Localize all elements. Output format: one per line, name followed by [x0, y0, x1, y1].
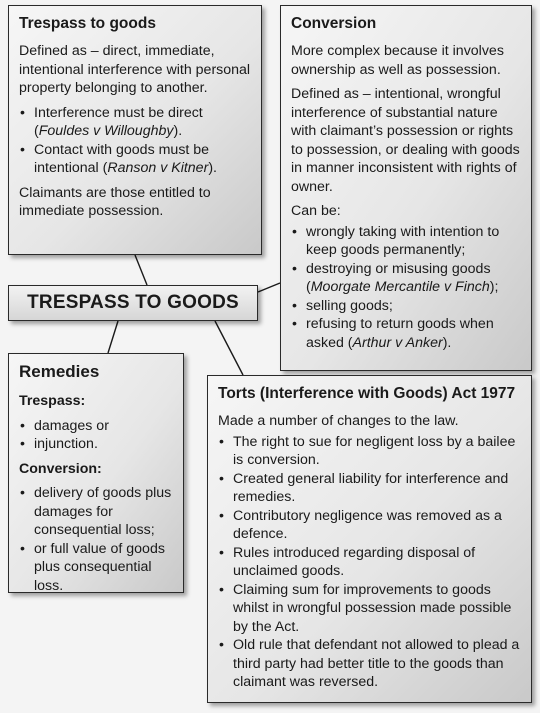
list-item: • or full value of goods plus consequential loss.	[19, 540, 173, 596]
trespass-heading: Trespass to goods	[19, 15, 156, 32]
list-item: • The right to sue for negligent loss by a bailee is conversion.	[218, 433, 521, 470]
conversion-can-be: Can be:	[291, 203, 341, 219]
list-item: • Interference must be direct (Fouldes v Willoughby).	[19, 104, 251, 141]
connector-remedies	[108, 321, 118, 353]
conversion-bullets	[291, 223, 521, 353]
list-item: • Created general liability for interference and remedies.	[218, 470, 521, 507]
trespass-to-goods-box	[8, 5, 262, 255]
list-item: • Rules introduced regarding disposal of unclaimed goods.	[218, 544, 521, 581]
torts-heading: Torts (Interference with Goods) Act 1977	[218, 385, 516, 402]
remedies-box	[8, 353, 184, 593]
torts-bullets	[218, 433, 521, 692]
conversion-box	[280, 5, 532, 371]
torts-intro: Made a number of changes to the law.	[218, 413, 459, 429]
conversion-definition: Defined as – intentional, wrongful interference of substantial nature with claimant’s possession or rights to possession, or dealing with goods in manner inconsistent with rights of owner.	[291, 86, 520, 195]
remedies-trespass-label: Trespass:	[19, 393, 86, 409]
connector-trespass	[135, 255, 147, 285]
remedies-trespass-list	[19, 417, 173, 454]
list-item: • damages or	[19, 417, 173, 436]
central-topic-title: TRESPASS TO GOODS	[27, 291, 239, 313]
list-item: • delivery of goods plus damages for consequential loss;	[19, 484, 173, 540]
remedies-conversion-list	[19, 484, 173, 595]
connector-torts	[215, 321, 243, 375]
remedies-conversion-label: Conversion:	[19, 460, 102, 477]
list-item: • Contact with goods must be intentional (Ranson v Kitner).	[19, 141, 251, 178]
list-item: • destroying or misusing goods (Moorgate Mercantile v Finch);	[291, 260, 521, 297]
torts-act-box	[207, 375, 532, 703]
list-item: • Claiming sum for improvements to goods whilst in wrongful possession made possible by the Act.	[218, 581, 521, 637]
list-item: • wrongly taking with intention to keep goods permanently;	[291, 223, 521, 260]
trespass-definition: Defined as – direct, immediate, intentional interference with personal property belonging to another.	[19, 43, 251, 96]
conversion-heading: Conversion	[291, 15, 377, 32]
list-item: • selling goods;	[291, 297, 521, 316]
connector-conversion	[258, 283, 280, 292]
list-item: • refusing to return goods when asked (Arthur v Anker).	[291, 315, 521, 352]
list-item: • Old rule that defendant not allowed to plead a third party had better title to the goods than claimant was reversed.	[218, 636, 521, 692]
remedies-heading: Remedies	[19, 362, 100, 381]
list-item: • injunction.	[19, 435, 173, 454]
central-topic-box	[8, 285, 258, 321]
list-item: • Contributory negligence was removed as a defence.	[218, 507, 521, 544]
trespass-claimants: Claimants are those entitled to immediate possession.	[19, 184, 211, 219]
conversion-intro: More complex because it involves ownership as well as possession.	[291, 43, 504, 78]
trespass-bullets	[19, 104, 251, 178]
